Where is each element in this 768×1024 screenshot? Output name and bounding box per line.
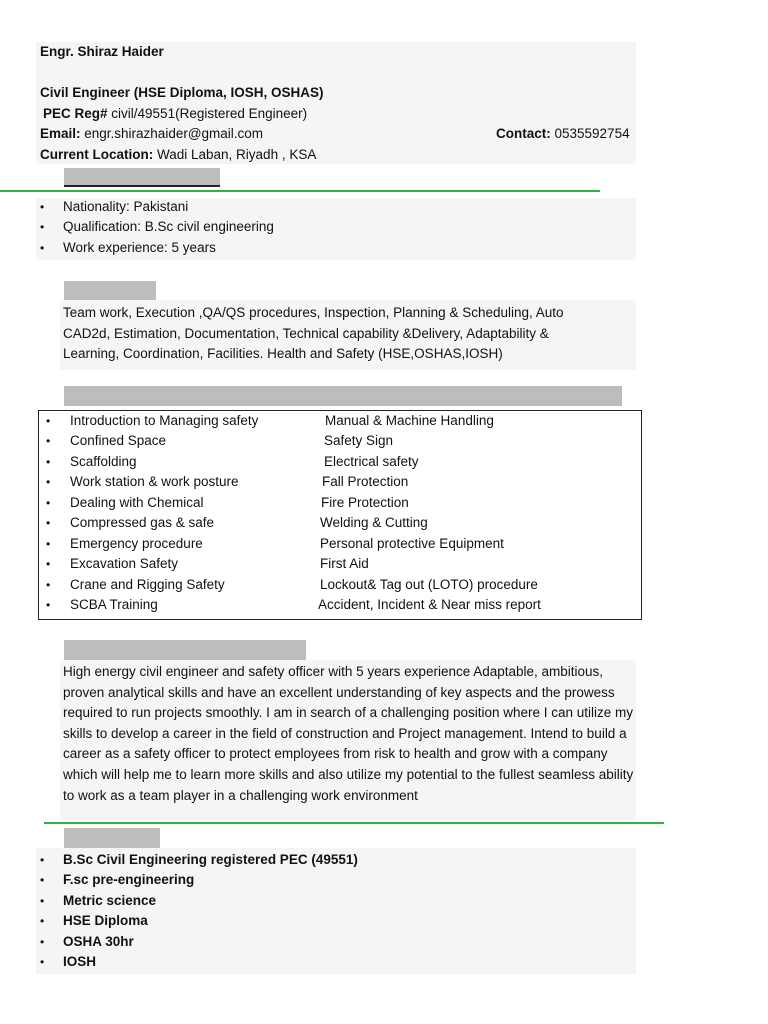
training-item: First Aid [320, 556, 369, 571]
list-item: Nationality: Pakistani [63, 199, 189, 214]
training-item: Safety Sign [324, 433, 394, 448]
training-item: Manual & Machine Handling [325, 413, 494, 428]
education-item: IOSH [63, 954, 97, 969]
bullet-icon: • [46, 578, 51, 592]
objective-text: High energy civil engineer and safety officer with 5 years experience Adaptable, ambitious, proven analytical skills and have an excellent understanding of key aspects and the prowess required to run projects smoothly. I am in search of a challenging position where I can utilize my skills to develop a career in the field of construction and Project management. Intend to build a career as a safety officer to protect employees from risk to health and grow with a company which will help me to learn more skills and also utilize my potential to the fullest seamless ability to work as a team player in a challenging work environment [63, 664, 634, 803]
bullet-icon: • [40, 241, 45, 255]
email-line [40, 124, 263, 144]
bullet-icon: • [46, 414, 51, 428]
training-item: Dealing with Chemical [70, 495, 204, 510]
training-item: Emergency procedure [70, 536, 203, 551]
candidate-title: Civil Engineer (HSE Diploma, IOSH, OSHAS) [40, 85, 324, 100]
training-item: Fire Protection [321, 495, 409, 510]
education-item: OSHA 30hr [63, 934, 134, 949]
training-item: Fall Protection [322, 474, 409, 489]
bullet-icon: • [46, 516, 51, 530]
email-value[interactable]: engr.shirazhaider@gmail.com [80, 126, 264, 141]
objective-heading-bar [64, 640, 306, 660]
training-item: Scaffolding [70, 454, 137, 469]
pec-value: civil/49551(Registered Engineer) [107, 106, 308, 121]
training-item: Lockout& Tag out (LOTO) procedure [320, 577, 538, 592]
bullet-icon: • [46, 557, 51, 571]
skills-heading-bar [64, 281, 156, 300]
list-item: Work experience: 5 years [63, 240, 216, 255]
contact-line [496, 124, 630, 144]
divider-rule-top [0, 190, 600, 192]
contact-label: Contact: [496, 126, 551, 141]
bullet-icon: • [46, 496, 51, 510]
bullet-icon: • [40, 914, 45, 928]
bullet-icon: • [40, 220, 45, 234]
email-label: Email: [40, 126, 81, 141]
bullet-icon: • [40, 894, 45, 908]
bullet-icon: • [46, 598, 51, 612]
bullet-icon: • [40, 873, 45, 887]
personal-heading-underline [64, 185, 220, 187]
list-item: Qualification: B.Sc civil engineering [63, 219, 274, 234]
training-item: Compressed gas & safe [70, 515, 215, 530]
training-item: Crane and Rigging Safety [70, 577, 225, 592]
training-item: Personal protective Equipment [320, 536, 504, 551]
bullet-icon: • [40, 200, 45, 214]
education-item: B.Sc Civil Engineering registered PEC (49551) [63, 852, 358, 867]
skills-text: Team work, Execution ,QA/QS procedures, Inspection, Planning & Scheduling, Auto CAD2d, Estimation, Documentation, Technical capability &Delivery, Adaptability & Learning, Coordination, Facilities. Health and Safety (HSE,OSHAS,IOSH) [63, 305, 564, 362]
bullet-icon: • [46, 537, 51, 551]
training-item: Introduction to Managing safety [70, 413, 259, 428]
training-item: SCBA Training [70, 597, 158, 612]
location-label: Current Location: [40, 147, 154, 162]
bullet-icon: • [46, 434, 51, 448]
bullet-icon: • [40, 853, 45, 867]
pec-label: PEC Reg# [43, 106, 108, 121]
bullet-icon: • [46, 455, 51, 469]
education-heading-bar [64, 828, 160, 848]
contact-value: 0535592754 [550, 126, 630, 141]
location-value: Wadi Laban, Riyadh , KSA [153, 147, 317, 162]
trainings-heading-bar [64, 386, 622, 406]
training-item: Work station & work posture [70, 474, 239, 489]
divider-rule-bottom [44, 822, 664, 824]
candidate-name: Engr. Shiraz Haider [40, 44, 164, 59]
bullet-icon: • [46, 475, 51, 489]
education-item: Metric science [63, 893, 157, 908]
personal-heading-bar [64, 168, 220, 186]
education-item: F.sc pre-engineering [63, 872, 195, 887]
location-line [40, 145, 316, 165]
training-item: Excavation Safety [70, 556, 179, 571]
training-item: Confined Space [70, 433, 167, 448]
pec-registration [43, 104, 307, 124]
training-item: Accident, Incident & Near miss report [318, 597, 541, 612]
bullet-icon: • [40, 955, 45, 969]
training-item: Welding & Cutting [320, 515, 428, 530]
education-item: HSE Diploma [63, 913, 148, 928]
bullet-icon: • [40, 935, 45, 949]
training-item: Electrical safety [324, 454, 419, 469]
